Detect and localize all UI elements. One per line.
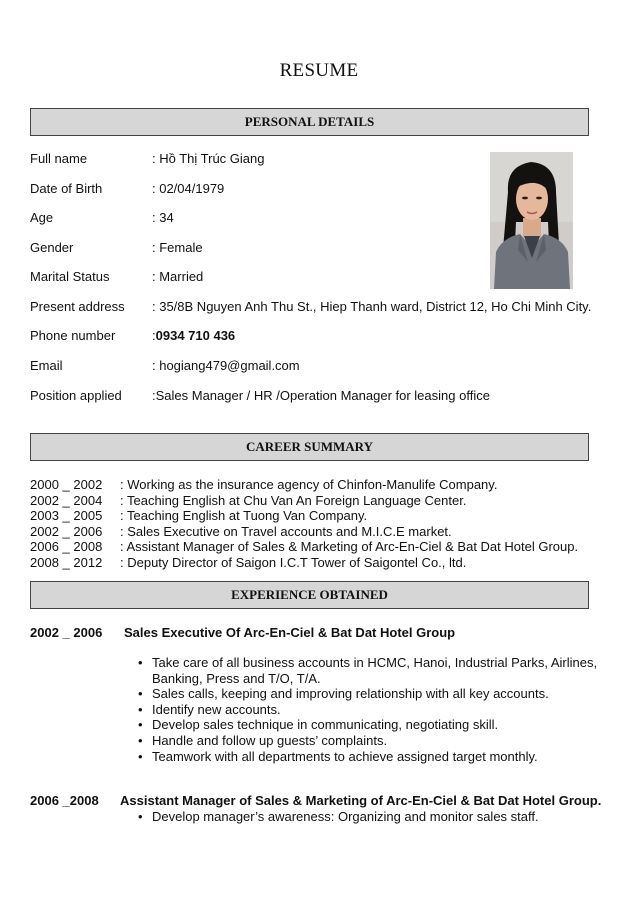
phone-prefix: : xyxy=(152,328,156,343)
experience-title: Assistant Manager of Sales & Marketing of Arc-En-Ciel & Bat Dat Hotel Group. xyxy=(120,793,602,808)
personal-value: : 35/8B Nguyen Anh Thu St., Hiep Thanh ward, District 12, Ho Chi Minh City. xyxy=(152,299,592,314)
career-text: : Deputy Director of Saigon I.C.T Tower of Saigontel Co., ltd. xyxy=(120,554,467,570)
career-years: 2006 _ 2008 xyxy=(30,539,103,554)
career-years: 2002 _ 2004 xyxy=(30,492,103,508)
bullet-item: • Sales calls, keeping and improving relationship with all key accounts. xyxy=(152,686,602,702)
career-text: : Working as the insurance agency of Chinfon-Manulife Company. xyxy=(120,477,498,492)
personal-details-header: PERSONAL DETAILS xyxy=(30,108,589,136)
resume-title: RESUME xyxy=(279,60,359,81)
phone-number: 0934 710 436 xyxy=(155,328,236,343)
bullet-item: • Develop sales technique in communicating, negotiating skill. xyxy=(152,717,602,733)
portrait-image xyxy=(490,152,573,289)
career-text: : Sales Executive on Travel accounts and M.I.C.E market. xyxy=(120,523,452,539)
experience-1-bullets xyxy=(152,655,602,764)
profile-photo xyxy=(490,152,573,289)
personal-label: Email xyxy=(30,358,63,373)
bullet-item: • Identify new accounts. xyxy=(152,702,602,718)
experience-header: EXPERIENCE OBTAINED xyxy=(30,581,589,609)
career-years: 2003 _ 2005 xyxy=(30,508,103,523)
personal-label: Date of Birth xyxy=(30,181,103,196)
personal-label: Position applied xyxy=(30,388,122,403)
personal-label: Marital Status xyxy=(30,269,110,284)
career-text: : Teaching English at Chu Van An Foreign Language Center. xyxy=(120,492,467,508)
bullet-item: • Teamwork with all departments to achieve assigned target monthly. xyxy=(152,749,602,765)
personal-value: : 02/04/1979 xyxy=(152,181,225,196)
personal-value: : Hồ Thị Trúc Giang xyxy=(152,151,265,166)
career-text: : Assistant Manager of Sales & Marketing of Arc-En-Ciel & Bat Dat Hotel Group. xyxy=(120,539,579,554)
personal-value: :Sales Manager / HR /Operation Manager for leasing office xyxy=(152,388,490,403)
experience-years: 2002 _ 2006 xyxy=(30,625,103,640)
personal-value: : Female xyxy=(152,240,203,255)
career-years: 2000 _ 2002 xyxy=(30,477,103,492)
personal-label: Full name xyxy=(30,151,88,166)
personal-value: : hogiang479@gmail.com xyxy=(152,358,300,373)
experience-years: 2006 _2008 xyxy=(30,793,99,808)
career-summary-header: CAREER SUMMARY xyxy=(30,433,589,461)
personal-label: Gender xyxy=(30,240,74,255)
personal-value: : 34 xyxy=(152,210,174,225)
personal-label: Age xyxy=(30,210,54,225)
bullet-item: • Handle and follow up guests’ complaints. xyxy=(152,733,602,749)
career-text: : Teaching English at Tuong Van Company. xyxy=(120,508,368,523)
experience-title: Sales Executive Of Arc-En-Ciel & Bat Dat Hotel Group xyxy=(124,625,456,640)
career-years: 2008 _ 2012 xyxy=(30,554,103,570)
bullet-item: • Develop manager’s awareness: Organizing and monitor sales staff. xyxy=(152,809,602,825)
career-years: 2002 _ 2006 xyxy=(30,523,103,539)
bullet-item: • Take care of all business accounts in HCMC, Hanoi, Industrial Parks, Airlines, Banking, Press and T/O, T/A. xyxy=(152,655,602,686)
experience-2-bullets xyxy=(152,809,602,825)
personal-value: : Married xyxy=(152,269,204,284)
personal-value xyxy=(152,327,235,345)
personal-label: Phone number xyxy=(30,328,116,343)
personal-label: Present address xyxy=(30,299,125,314)
